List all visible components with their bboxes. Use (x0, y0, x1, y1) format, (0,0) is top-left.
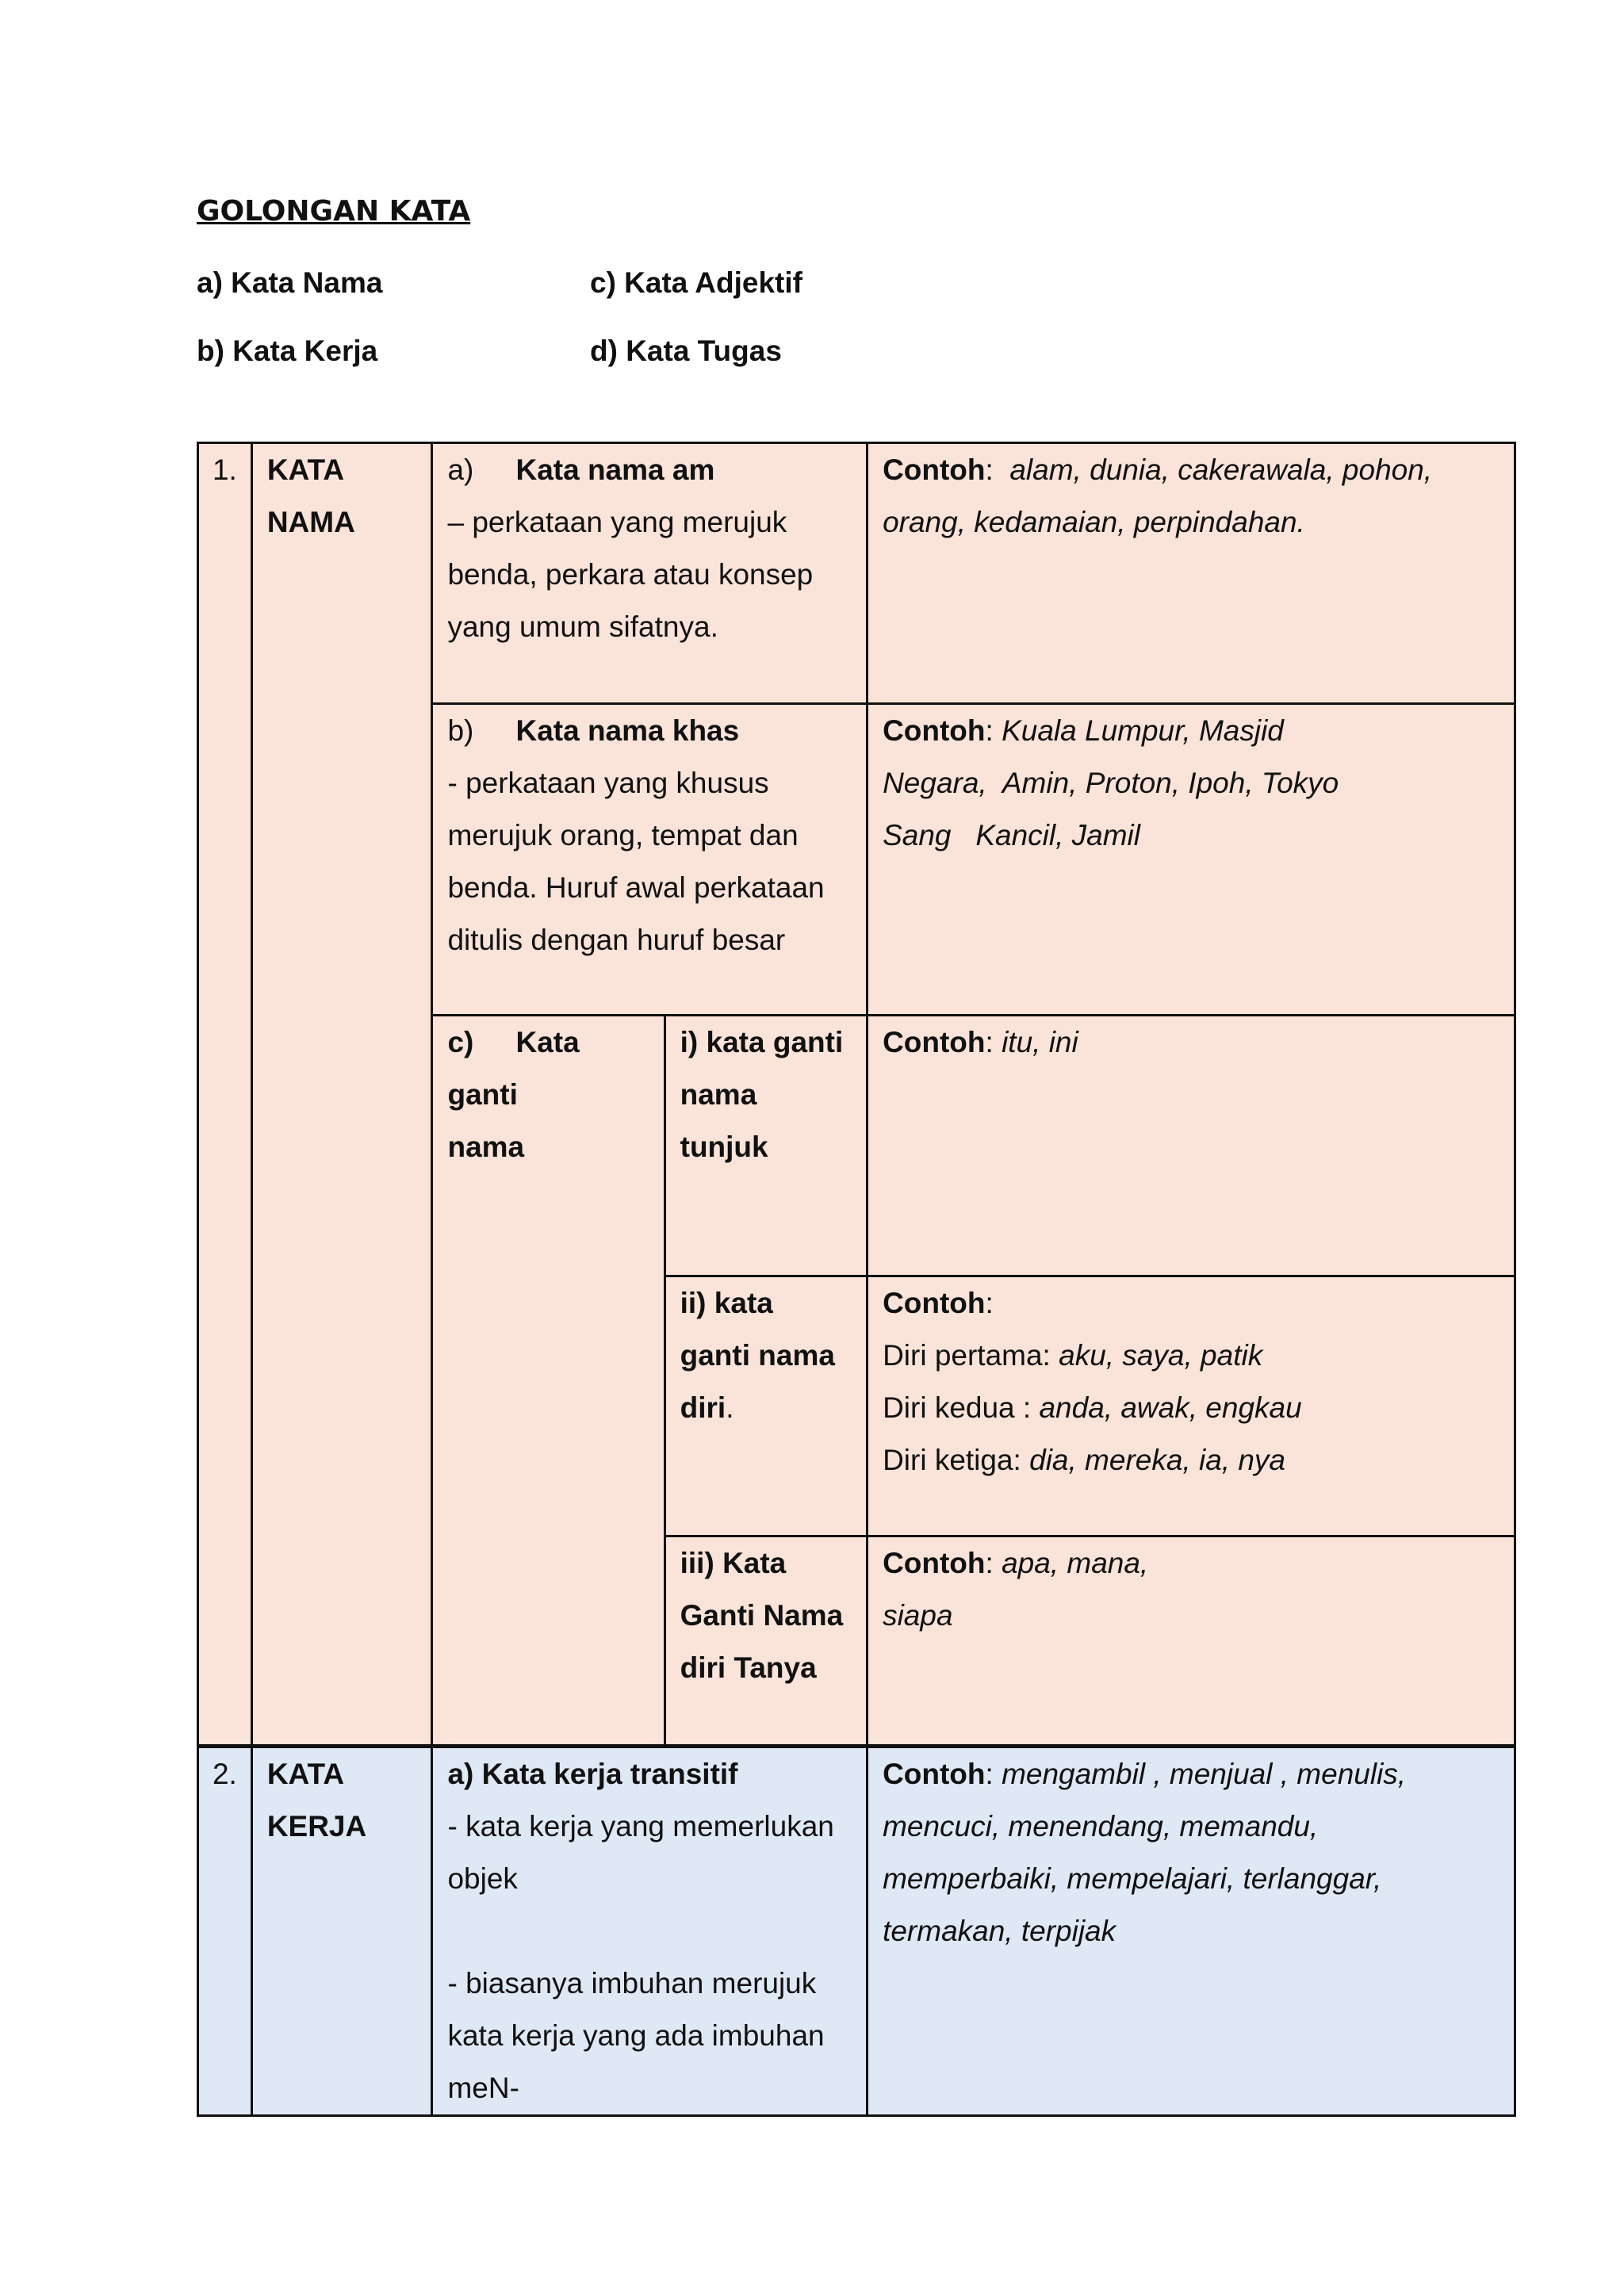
diri-prefix: Diri kedua : (883, 1391, 1040, 1424)
kata-ganti-diri-label (665, 1276, 867, 1536)
sub-letter: c) (447, 1026, 474, 1058)
desc-line: objek (447, 1862, 518, 1895)
example-label: Contoh (883, 453, 986, 486)
word-class-table (197, 442, 1516, 2117)
example-label: Contoh (883, 1287, 986, 1319)
desc-line: benda. Huruf awal perkataan (447, 871, 825, 904)
label-line: diri Tanya (680, 1651, 817, 1684)
category-kata-tugas: d) Kata Tugas (590, 335, 782, 367)
example-text: Negara, Amin, Proton, Ipoh, Tokyo (883, 767, 1339, 799)
row-number-1: 1. (212, 453, 237, 486)
category-kata-nama: a) Kata Nama (197, 266, 383, 299)
example-text: memperbaiki, mempelajari, terlanggar, (883, 1862, 1382, 1895)
label-line: ii) kata (680, 1287, 773, 1319)
diri-item (883, 1330, 1500, 1382)
row-kata-nama-am (198, 443, 1515, 704)
sub-title: a) Kata kerja transitif (447, 1758, 738, 1790)
example-text: termakan, terpijak (883, 1915, 1116, 1947)
label-line: nama (680, 1078, 757, 1111)
heading-line: KERJA (266, 1810, 367, 1843)
diri-prefix: Diri pertama: (883, 1339, 1059, 1372)
label-line: tunjuk (680, 1131, 768, 1163)
kata-kerja-transitif-cell (432, 1747, 868, 2116)
diri-words: aku, saya, patik (1059, 1339, 1263, 1372)
desc-line: - kata kerja yang memerlukan (447, 1810, 834, 1843)
heading-line: KATA (266, 453, 345, 486)
example-text: Sang Kancil, Jamil (883, 819, 1140, 851)
row-number-2: 2. (212, 1758, 237, 1790)
desc-line: meN- (447, 2072, 519, 2104)
diri-prefix: Diri ketiga: (883, 1444, 1030, 1476)
row-number (198, 443, 252, 1747)
row-number (198, 1747, 252, 2116)
label-suffix: . (726, 1391, 734, 1424)
category-kata-adjektif: c) Kata Adjektif (590, 266, 802, 299)
example-text: Kuala Lumpur, Masjid (1002, 714, 1284, 747)
example-text: orang, kedamaian, perpindahan. (883, 506, 1305, 538)
desc-line: kata kerja yang ada imbuhan (447, 2019, 825, 2052)
category-kata-kerja: b) Kata Kerja (197, 335, 378, 367)
sub-title: Kata (515, 1026, 580, 1058)
desc-line: benda, perkara atau konsep (447, 558, 814, 591)
page-title: GOLONGAN KATA (197, 195, 471, 228)
diri-words: dia, mereka, ia, nya (1029, 1444, 1286, 1476)
kata-ganti-tunjuk-label (665, 1016, 867, 1276)
kata-nama-khas-cell (432, 704, 868, 1016)
kata-ganti-tunjuk-example: Contoh: itu, ini (868, 1016, 1515, 1276)
kata-kerja-transitif-example: Contoh: mengambil , menjual , menulis, mencuci, menendang, memandu, memperbaiki, mempelajari, terlanggar, termakan, terpijak (868, 1747, 1515, 2116)
example-text: mengambil , menjual , menulis, (1002, 1758, 1407, 1790)
desc-line: merujuk orang, tempat dan (447, 819, 799, 851)
diri-item (883, 1434, 1500, 1487)
label-line: ganti nama (680, 1339, 835, 1372)
label-line: diri (680, 1391, 726, 1424)
example-label: Contoh (883, 1026, 986, 1058)
row-kata-kerja-transitif (198, 1747, 1515, 2116)
diri-item (883, 1382, 1500, 1434)
desc-line: ditulis dengan huruf besar (447, 924, 786, 956)
sub-title: Kata nama am (515, 453, 715, 486)
kata-ganti-tanya-example: Contoh: apa, mana, siapa (868, 1536, 1515, 1747)
sub-title-line: nama (447, 1131, 525, 1163)
desc-line: yang umum sifatnya. (447, 610, 718, 643)
label-line: i) kata ganti (680, 1026, 844, 1058)
desc-line: – perkataan yang merujuk (447, 506, 787, 538)
sub-letter: a) (447, 453, 474, 486)
desc-line: - biasanya imbuhan merujuk (447, 1967, 817, 1999)
kata-nama-am-cell (432, 443, 868, 704)
diri-words: anda, awak, engkau (1039, 1391, 1302, 1424)
example-label: Contoh (883, 1758, 986, 1790)
sub-title-line: ganti (447, 1078, 518, 1111)
sub-letter: b) (447, 714, 474, 747)
row-heading-kata-nama (251, 443, 432, 1747)
example-text: siapa (883, 1599, 953, 1632)
kata-nama-am-example: Contoh: alam, dunia, cakerawala, pohon, orang, kedamaian, perpindahan. (868, 443, 1515, 704)
kata-ganti-nama-cell (432, 1016, 665, 1747)
heading-line: NAMA (266, 506, 355, 538)
label-line: iii) Kata (680, 1547, 787, 1579)
row-heading-kata-kerja (251, 1747, 432, 2116)
heading-line: KATA (266, 1758, 345, 1790)
sub-title: Kata nama khas (515, 714, 740, 747)
kata-ganti-diri-example: Contoh: Diri pertama: aku, saya, patik Diri kedua : anda, awak, engkau Diri ketiga: dia, mereka, ia, nya (868, 1276, 1515, 1536)
kata-nama-khas-example: Contoh: Kuala Lumpur, Masjid Negara, Amin, Proton, Ipoh, Tokyo Sang Kancil, Jamil (868, 704, 1515, 1016)
desc-line: - perkataan yang khusus (447, 767, 769, 799)
label-line: Ganti Nama (680, 1599, 844, 1632)
example-text: mencuci, menendang, memandu, (883, 1810, 1319, 1843)
example-text: itu, ini (1002, 1026, 1078, 1058)
example-text: apa, mana, (1002, 1547, 1149, 1579)
example-label: Contoh (883, 714, 986, 747)
example-text: alam, dunia, cakerawala, pohon, (1009, 453, 1433, 486)
example-label: Contoh (883, 1547, 986, 1579)
kata-ganti-tanya-label (665, 1536, 867, 1747)
